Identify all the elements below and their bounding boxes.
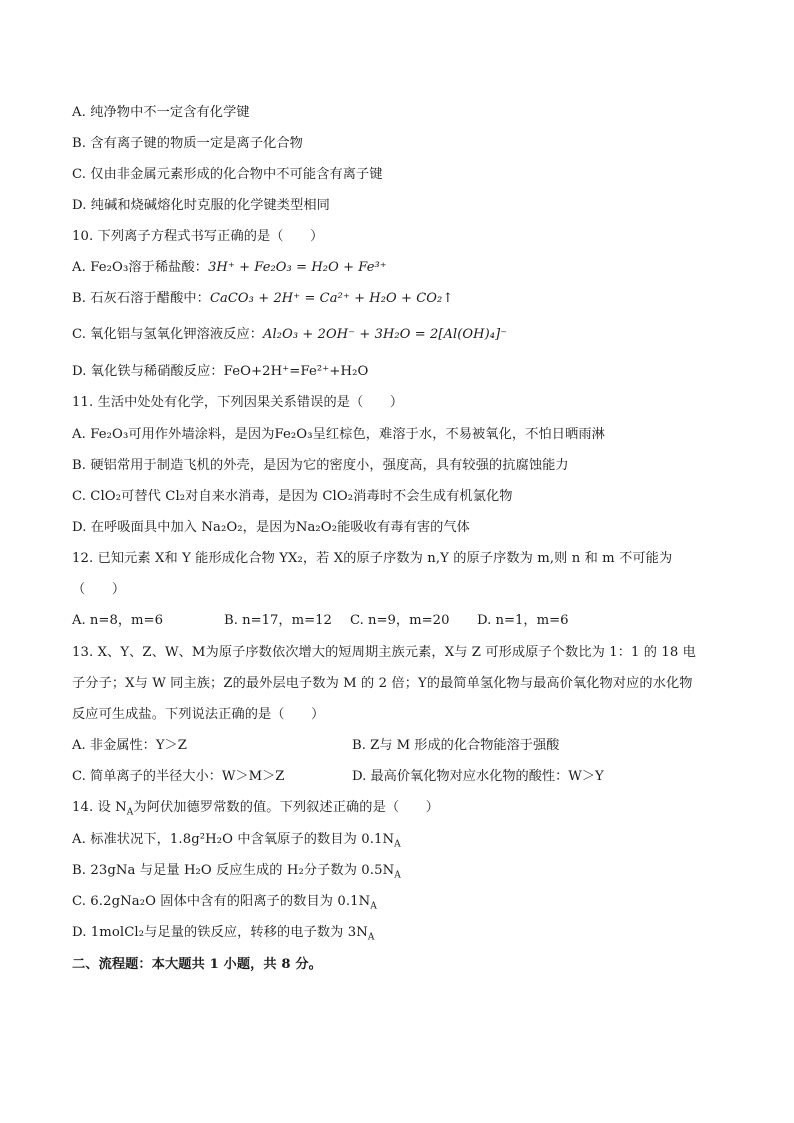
q12-option-c: C. n=9，m=20 <box>350 613 450 628</box>
q14-option-b: B. 23gNa 与足量 H₂O 反应生成的 H₂分子数为 $0.5N_A$ <box>72 863 401 881</box>
q10-option-c-label: C. 氧化铝与氢氧化钾溶液反应： <box>72 327 264 342</box>
q12-option-d: D. n=1，m=6 <box>477 613 569 628</box>
q11-option-a: A. Fe₂O₃可用作外墙涂料，是因为Fe₂O₃呈红棕色，难溶于水，不易被氧化，不怕日晒雨淋 <box>72 427 605 442</box>
q12-option-a: A. n=8，m=6 <box>72 613 163 628</box>
q11-option-d: D. 在呼吸面具中加入 Na₂O₂，是因为Na₂O₂能吸收有毒有害的气体 <box>72 520 470 535</box>
q10-stem: 10. 下列离子方程式书写正确的是（ ） <box>72 229 324 244</box>
q13-stem-line1: 13. X、Y、Z、W、M为原子序数依次增大的短周期主族元素，X与 Z 可形成原子个数比为 1：1 的 18 电 <box>72 645 696 660</box>
q13-option-d: D. 最高价氧化物对应水化物的酸性：W＞Y <box>352 769 604 784</box>
q10-option-b <box>72 290 453 308</box>
q12-option-b: B. n=17，m=12 <box>224 613 332 628</box>
q10-option-a-label: A. Fe₂O₃溶于稀盐酸： <box>72 260 209 275</box>
q10-option-b-equation: CaCO₃ + 2H⁺ = Ca²⁺ + H₂O + CO₂↑ <box>209 291 454 306</box>
q12-paren: （ ） <box>72 582 126 597</box>
q14-stem: 14. 设 $N_A$为阿伏加德罗常数的值。下列叙述正确的是（ ） <box>72 800 440 818</box>
q9-option-c: C. 仅由非金属元素形成的化合物中不可能含有离子键 <box>72 167 383 182</box>
q10-option-d: D. 氧化铁与稀硝酸反应：FeO+2H⁺=Fe²⁺+H₂O <box>72 364 369 379</box>
q13-option-c: C. 简单离子的半径大小：W＞M＞Z <box>72 769 285 784</box>
q13-stem-line2: 子分子；X与 W 同主族；Z的最外层电子数为 M 的 2 倍；Y的最简单氢化物与最高价氧化物对应的水化物 <box>72 676 693 691</box>
q9-option-d: D. 纯碱和烧碱熔化时克服的化学键类型相同 <box>72 198 330 213</box>
q10-option-b-label: B. 石灰石溶于醋酸中： <box>72 291 210 306</box>
q14-option-d: D. 1molCl₂与足量的铁反应，转移的电子数为 $3N_A$ <box>72 925 375 943</box>
q10-option-c <box>72 326 507 344</box>
q9-option-a: A. 纯净物中不一定含有化学键 <box>72 105 250 120</box>
q10-option-a <box>72 259 387 277</box>
q14-option-a: A. 标准状况下，1.8g²H₂O 中含氧原子的数目为 $0.1N_A$ <box>72 832 401 850</box>
q11-option-c: C. ClO₂可替代 Cl₂对自来水消毒，是因为 ClO₂消毒时不会生成有机氯化物 <box>72 489 513 504</box>
q10-option-c-equation: Al₂O₃ + 2OH⁻ + 3H₂O = 2[Al(OH)₄]⁻ <box>263 327 508 342</box>
q13-stem-line3: 反应可生成盐。下列说法正确的是（ ） <box>72 707 325 722</box>
q13-option-b: B. Z与 M 形成的化合物能溶于强酸 <box>352 738 560 753</box>
q9-option-b: B. 含有离子键的物质一定是离子化合物 <box>72 136 303 151</box>
section-2-heading: 二、流程题：本大题共 1 小题，共 8 分。 <box>72 957 322 972</box>
q11-option-b: B. 硬铝常用于制造飞机的外壳，是因为它的密度小，强度高，具有较强的抗腐蚀能力 <box>72 458 569 473</box>
q14-option-c: C. 6.2gNa₂O 固体中含有的阳离子的数目为 $0.1N_A$ <box>72 894 377 912</box>
q11-stem: 11. 生活中处处有化学，下列因果关系错误的是（ ） <box>72 395 404 410</box>
q13-option-a: A. 非金属性：Y＞Z <box>72 738 187 753</box>
q10-option-a-equation: 3H⁺ + Fe₂O₃ = H₂O + Fe³⁺ <box>208 260 387 275</box>
q12-stem: 12. 已知元素 X和 Y 能形成化合物 YX₂，若 X的原子序数为 n,Y 的原子序数为 m,则 n 和 m 不可能为 <box>72 551 673 566</box>
